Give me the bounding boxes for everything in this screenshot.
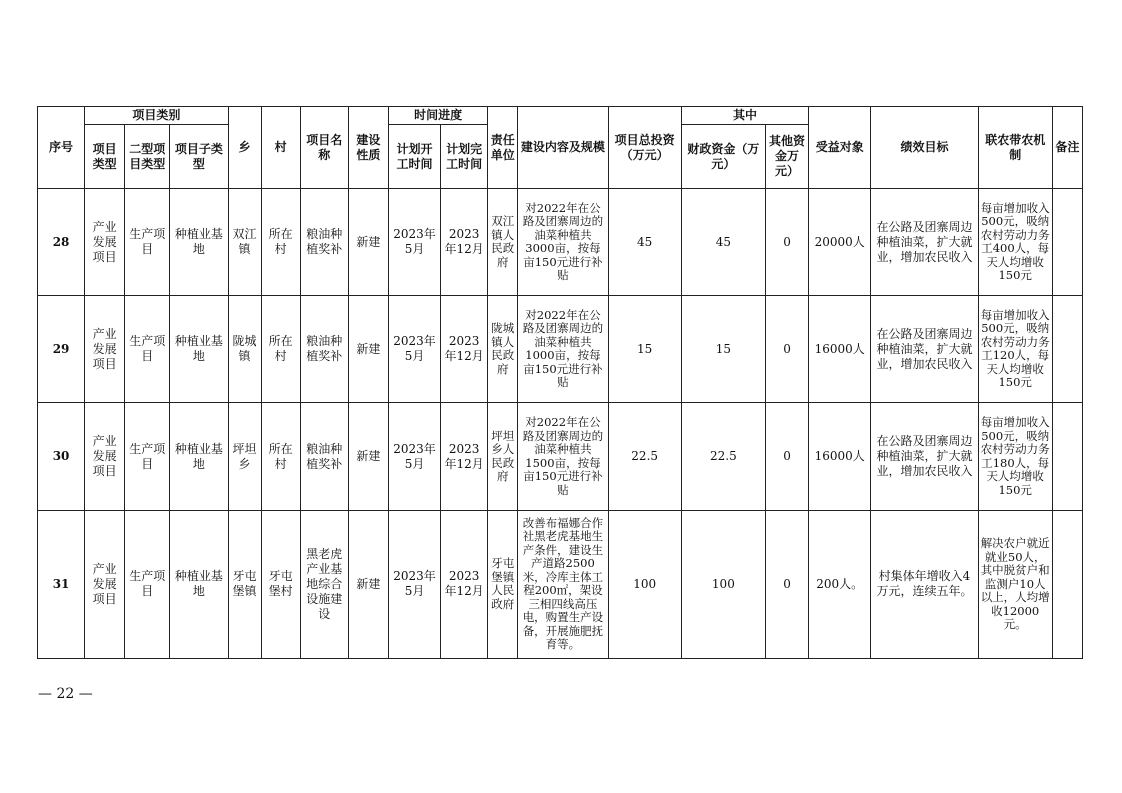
header-schedule-group: 时间进度 [388,107,487,125]
cell-project-subtype: 种植业基地 [170,510,228,658]
header-other-funds: 其他资金万元） [766,125,809,189]
cell-responsible-unit: 坪坦乡人民政府 [488,403,518,510]
cell-farmer-link: 解决农户就近就业50人，其中脱贫户和监测户10人以上，人均增收12000元。 [978,510,1052,658]
header-fiscal-funds: 财政资金（万元） [681,125,765,189]
cell-responsible-unit: 陇城镇人民政府 [488,296,518,403]
cell-total-investment: 45 [608,189,681,296]
cell-responsible-unit: 双江镇人民政府 [488,189,518,296]
header-performance-goal: 绩效目标 [871,107,978,189]
cell-content-scale: 对2022年在公路及团寨周边的油菜种植共1000亩，按每亩150元进行补贴 [518,296,608,403]
cell-township: 牙屯堡镇 [228,510,261,658]
cell-beneficiaries: 16000人 [809,403,871,510]
cell-township: 陇城镇 [228,296,261,403]
cell-project-type2: 生产项目 [125,403,170,510]
header-farmer-link: 联农带农机制 [978,107,1052,189]
cell-other-funds: 0 [766,189,809,296]
cell-township: 双江镇 [228,189,261,296]
cell-remarks [1052,403,1082,510]
table-row [38,403,1083,510]
cell-village: 牙屯堡村 [261,510,300,658]
cell-total-investment: 100 [608,510,681,658]
cell-other-funds: 0 [766,403,809,510]
cell-plan-start: 2023年5月 [388,510,440,658]
cell-village: 所在村 [261,403,300,510]
cell-content-scale: 对2022年在公路及团寨周边的油菜种植共1500亩，按每亩150元进行补贴 [518,403,608,510]
header-total-investment: 项目总投资（万元） [608,107,681,189]
cell-plan-end: 2023年12月 [441,403,488,510]
cell-performance-goal: 村集体年增收入4万元，连续五年。 [871,510,978,658]
header-construction-nature: 建设性质 [348,107,388,189]
header-project-name: 项目名称 [300,107,348,189]
header-content-scale: 建设内容及规模 [518,107,608,189]
cell-project-subtype: 种植业基地 [170,296,228,403]
header-among-group: 其中 [681,107,808,125]
cell-farmer-link: 每亩增加收入500元，吸纳农村劳动力务工180人，每天人均增收150元 [978,403,1052,510]
cell-farmer-link: 每亩增加收入500元，吸纳农村劳动力务工400人，每天人均增收150元 [978,189,1052,296]
cell-performance-goal: 在公路及团寨周边种植油菜，扩大就业，增加农民收入 [871,403,978,510]
header-village: 村 [261,107,300,189]
cell-project-name: 粮油种植奖补 [300,189,348,296]
cell-seq: 31 [38,510,85,658]
cell-project-type: 产业发展项目 [85,189,125,296]
header-plan-start: 计划开工时间 [388,125,440,189]
table-row [38,510,1083,658]
cell-beneficiaries: 20000人 [809,189,871,296]
cell-project-name: 粮油种植奖补 [300,403,348,510]
cell-total-investment: 15 [608,296,681,403]
header-responsible-unit: 责任单位 [488,107,518,189]
cell-seq: 28 [38,189,85,296]
cell-responsible-unit: 牙屯堡镇人民政府 [488,510,518,658]
cell-project-type2: 生产项目 [125,510,170,658]
cell-village: 所在村 [261,189,300,296]
cell-content-scale: 对2022年在公路及团寨周边的油菜种植共3000亩，按每亩150元进行补贴 [518,189,608,296]
cell-plan-start: 2023年5月 [388,403,440,510]
cell-fiscal-funds: 22.5 [681,403,765,510]
cell-remarks [1052,296,1082,403]
cell-project-type: 产业发展项目 [85,510,125,658]
cell-content-scale: 改善布福娜合作社黑老虎基地生产条件，建设生产道路2500米，冷库主体工程200㎡，架设三相四线高压电，购置生产设备，开展施肥抚育等。 [518,510,608,658]
cell-total-investment: 22.5 [608,403,681,510]
cell-township: 坪坦乡 [228,403,261,510]
cell-project-subtype: 种植业基地 [170,403,228,510]
cell-plan-start: 2023年5月 [388,296,440,403]
cell-project-name: 黑老虎产业基地综合设施建设 [300,510,348,658]
cell-project-name: 粮油种植奖补 [300,296,348,403]
header-plan-end: 计划完工时间 [441,125,488,189]
header-seq: 序号 [38,107,85,189]
cell-project-type: 产业发展项目 [85,403,125,510]
header-category-group: 项目类别 [85,107,228,125]
header-township: 乡 [228,107,261,189]
cell-fiscal-funds: 45 [681,189,765,296]
cell-seq: 30 [38,403,85,510]
cell-village: 所在村 [261,296,300,403]
project-table [37,106,1083,659]
cell-plan-end: 2023年12月 [441,296,488,403]
header-beneficiaries: 受益对象 [809,107,871,189]
cell-construction-nature: 新建 [348,296,388,403]
cell-beneficiaries: 16000人 [809,296,871,403]
table-row [38,296,1083,403]
cell-plan-end: 2023年12月 [441,510,488,658]
cell-project-subtype: 种植业基地 [170,189,228,296]
header-remarks: 备注 [1052,107,1082,189]
cell-project-type: 产业发展项目 [85,296,125,403]
cell-farmer-link: 每亩增加收入500元，吸纳农村劳动力务工120人，每天人均增收150元 [978,296,1052,403]
cell-seq: 29 [38,296,85,403]
cell-performance-goal: 在公路及团寨周边种植油菜，扩大就业，增加农民收入 [871,189,978,296]
cell-project-type2: 生产项目 [125,296,170,403]
cell-plan-start: 2023年5月 [388,189,440,296]
page-number: — 22 — [38,686,93,702]
table-row [38,189,1083,296]
cell-project-type2: 生产项目 [125,189,170,296]
cell-other-funds: 0 [766,510,809,658]
cell-fiscal-funds: 15 [681,296,765,403]
cell-fiscal-funds: 100 [681,510,765,658]
cell-construction-nature: 新建 [348,189,388,296]
cell-beneficiaries: 200人。 [809,510,871,658]
cell-remarks [1052,510,1082,658]
cell-plan-end: 2023年12月 [441,189,488,296]
header-project-type: 项目类型 [85,125,125,189]
cell-other-funds: 0 [766,296,809,403]
cell-construction-nature: 新建 [348,510,388,658]
cell-performance-goal: 在公路及团寨周边种植油菜，扩大就业，增加农民收入 [871,296,978,403]
header-project-type2: 二型项目类型 [125,125,170,189]
header-project-subtype: 项目子类型 [170,125,228,189]
cell-construction-nature: 新建 [348,403,388,510]
cell-remarks [1052,189,1082,296]
